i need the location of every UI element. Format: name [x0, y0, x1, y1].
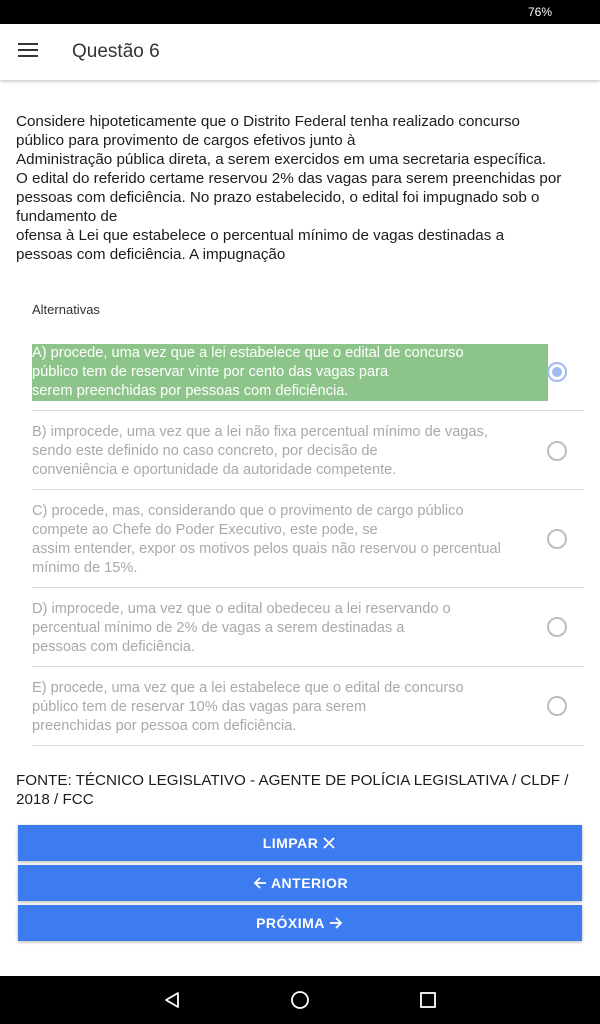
alternative-b-text: B) improcede, uma vez que a lei não fixa percentual mínimo de vagas, sendo este definido no caso concreto, por decisão de conveniência e oportunidade da autoridade competente. — [32, 424, 488, 478]
radio-a[interactable] — [547, 362, 567, 382]
battery-level: 76% — [527, 5, 552, 19]
next-button-label: PRÓXIMA — [256, 915, 325, 931]
recents-icon[interactable] — [418, 990, 438, 1010]
radio-d[interactable] — [547, 617, 567, 637]
alternative-e[interactable] — [32, 667, 584, 746]
alternative-c[interactable] — [32, 490, 584, 588]
previous-button[interactable] — [18, 865, 582, 901]
home-icon[interactable] — [290, 990, 310, 1010]
question-source: FONTE: TÉCNICO LEGISLATIVO - AGENTE DE POLÍCIA LEGISLATIVA / CLDF / 2018 / FCC — [16, 772, 569, 808]
alternative-a[interactable] — [32, 340, 584, 411]
app-bar — [0, 24, 600, 80]
alternative-b[interactable] — [32, 411, 584, 490]
alternatives-list — [32, 340, 584, 746]
radio-c[interactable] — [547, 529, 567, 549]
system-nav-bar — [0, 976, 600, 1024]
alternatives-label: Alternativas — [32, 302, 100, 317]
menu-icon[interactable] — [18, 43, 38, 59]
close-icon — [321, 835, 337, 851]
status-bar — [0, 0, 600, 24]
alternative-d-text: D) improcede, uma vez que o edital obedeceu a lei reservando o percentual mínimo de 2% de vagas a serem destinadas a pessoas com deficiência. — [32, 601, 451, 655]
question-text: Considere hipoteticamente que o Distrito Federal tenha realizado concurso público para provimento de cargos efetivos junto à Administração pública direta, a serem exercidos em uma secretaria específica. O edital do referido certame reservou 2% das vagas para serem preenchidas por pessoas com deficiência. No prazo estabelecido, o edital foi impugnado sob o fundamento de ofensa à Lei que estabelece o percentual mínimo de vagas destinadas a pessoas com deficiência. A impugnação — [16, 113, 562, 263]
alternative-e-text: E) procede, uma vez que a lei estabelece que o edital de concurso público tem de reservar 10% das vagas para serem preenchidas por pessoa com deficiência. — [32, 680, 464, 734]
alternative-d[interactable] — [32, 588, 584, 667]
arrow-left-icon — [252, 875, 268, 891]
previous-button-label: ANTERIOR — [270, 875, 349, 891]
clear-button-label: LIMPAR — [262, 835, 319, 851]
alternative-a-text: A) procede, uma vez que a lei estabelece que o edital de concurso público tem de reservar vinte por cento das vagas para serem preenchidas por pessoas com deficiência. — [32, 344, 548, 401]
radio-e[interactable] — [547, 696, 567, 716]
clear-button[interactable] — [18, 825, 582, 861]
radio-b[interactable] — [547, 441, 567, 461]
arrow-right-icon — [328, 915, 344, 931]
next-button[interactable] — [18, 905, 582, 941]
page-title: Questão 6 — [72, 41, 160, 62]
alternative-c-text: C) procede, mas, considerando que o provimento de cargo público compete ao Chefe do Poder Executivo, este pode, se assim entender, expor os motivos pelos quais não reservou o percentual mínimo de 15%. — [32, 503, 501, 576]
back-icon[interactable] — [162, 990, 182, 1010]
